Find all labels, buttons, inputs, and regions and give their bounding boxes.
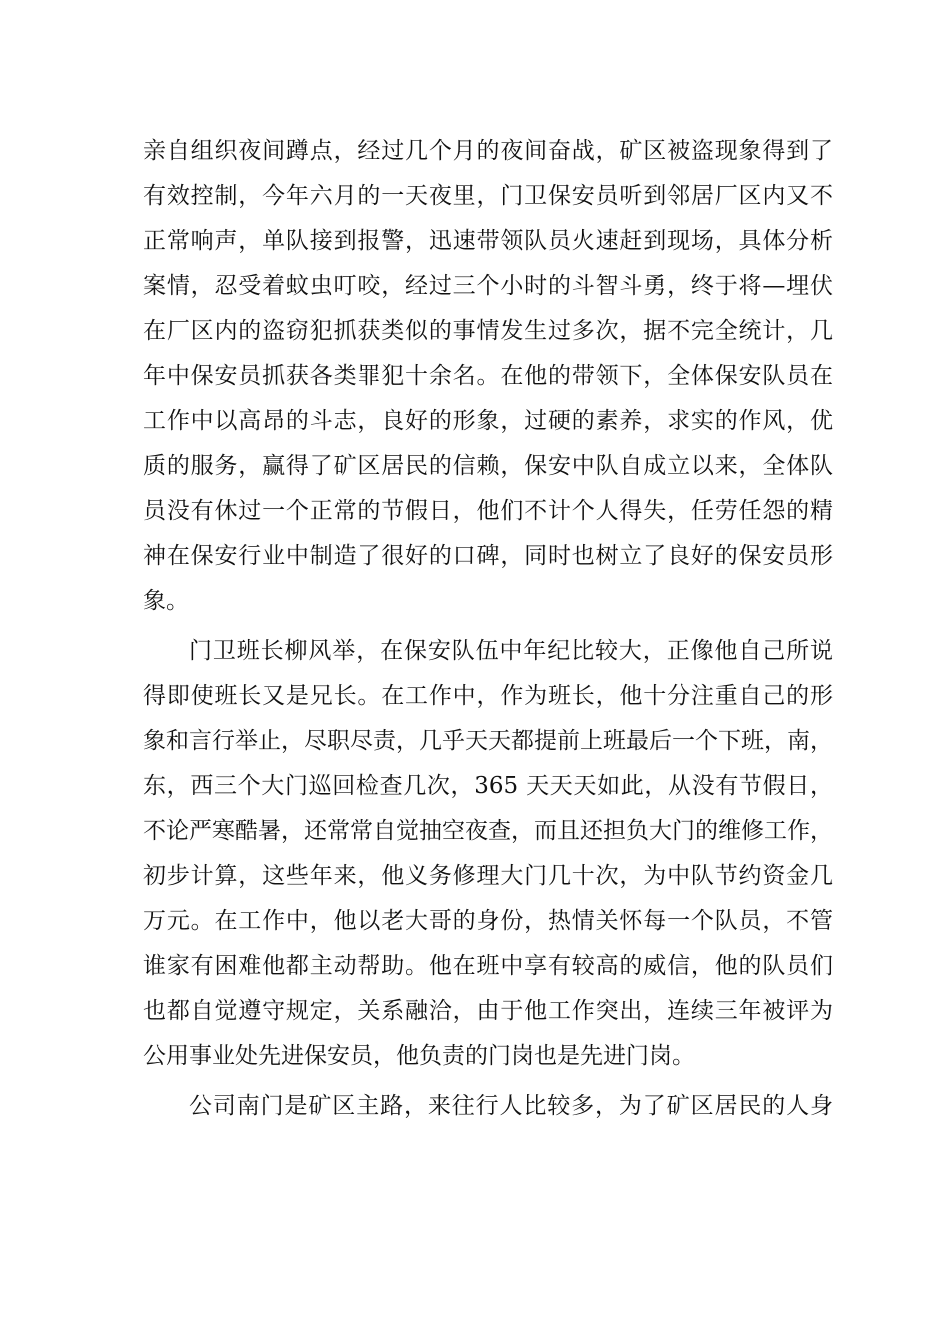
text-line: 象。: [143, 588, 189, 614]
text-line: 也都自觉遵守规定，关系融洽，由于他工作突出，连续三年被评为: [143, 998, 833, 1024]
text-line: 象和言行举止，尽职尽责，几乎天天都提前上班最后一个下班，南，: [143, 728, 833, 754]
text-line: 亲自组织夜间蹲点，经过几个月的夜间奋战，矿区被盗现象得到了: [143, 138, 833, 164]
body-text: [143, 129, 833, 1129]
text-line: 工作中以高昂的斗志，良好的形象，过硬的素养，求实的作风，优: [143, 408, 833, 434]
paragraph-3: [143, 1084, 833, 1129]
text-line: 不论严寒酷暑，还常常自觉抽空夜查，而且还担负大门的维修工作，: [143, 818, 833, 844]
paragraph-2: [143, 629, 833, 1079]
text-line: 在厂区内的盗窃犯抓获类似的事情发生过多次，据不完全统计，几: [143, 318, 833, 344]
text-line: 正常响声，单队接到报警，迅速带领队员火速赶到现场，具体分析: [143, 228, 833, 254]
text-line: 门卫班长柳风举，在保安队伍中年纪比较大，正像他自己所说: [189, 638, 833, 664]
text-line: 有效控制，今年六月的一天夜里，门卫保安员听到邻居厂区内又不: [143, 183, 833, 209]
text-line: 神在保安行业中制造了很好的口碑，同时也树立了良好的保安员形: [143, 543, 833, 569]
text-line: 公司南门是矿区主路，来往行人比较多，为了矿区居民的人身: [189, 1093, 833, 1119]
text-line: 公用事业处先进保安员，他负责的门岗也是先进门岗。: [143, 1043, 695, 1069]
text-line: 万元。在工作中，他以老大哥的身份，热情关怀每一个队员，不管: [143, 908, 833, 934]
text-line: 员没有休过一个正常的节假日，他们不计个人得失，任劳任怨的精: [143, 498, 833, 524]
paragraph-1: [143, 129, 833, 624]
text-line: 得即使班长又是兄长。在工作中，作为班长，他十分注重自己的形: [143, 683, 833, 709]
text-line: 年中保安员抓获各类罪犯十余名。在他的带领下，全体保安队员在: [143, 363, 833, 389]
text-line: 案情，忍受着蚊虫叮咬，经过三个小时的斗智斗勇，终于将—埋伏: [143, 273, 833, 299]
text-line: 东，西三个大门巡回检查几次，365 天天天如此，从没有节假日，: [143, 773, 833, 799]
text-line: 谁家有困难他都主动帮助。他在班中享有较高的威信，他的队员们: [143, 953, 833, 979]
text-line: 初步计算，这些年来，他义务修理大门几十次，为中队节约资金几: [143, 863, 833, 889]
text-line: 质的服务，赢得了矿区居民的信赖，保安中队自成立以来，全体队: [143, 453, 833, 479]
